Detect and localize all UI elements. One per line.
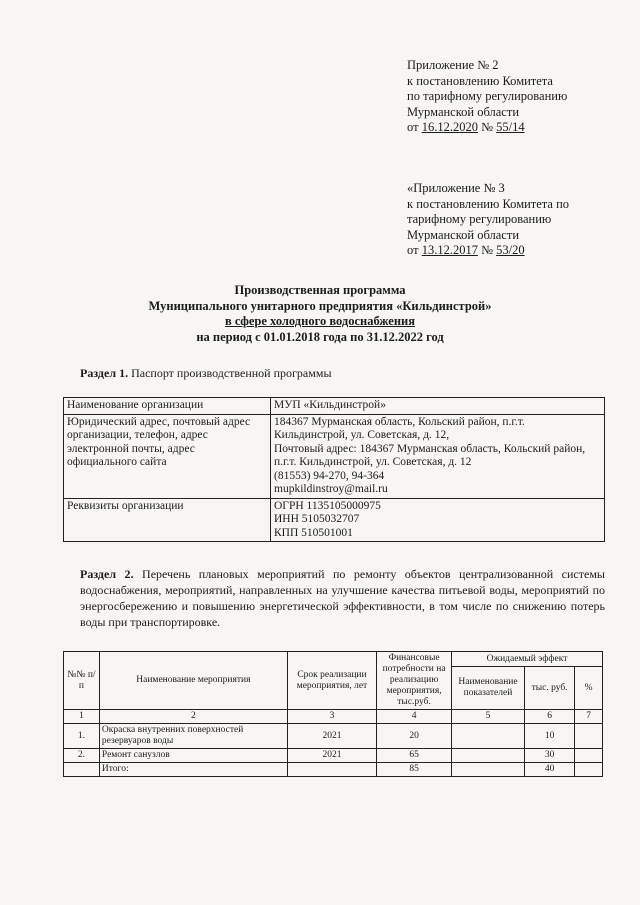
annex-title: «Приложение № 3	[407, 181, 505, 195]
annex-line: к постановлению Комитета по	[407, 196, 570, 211]
table-row	[64, 414, 605, 498]
document-title	[0, 283, 640, 345]
header-thousand: тыс. руб.	[524, 667, 574, 710]
table-row: Итого: 85 40	[64, 763, 603, 777]
annex-date: 13.12.2017	[421, 243, 478, 257]
annex-line: по тарифному регулированию	[407, 89, 568, 103]
table-row: 1. Окраска внутренних поверхностей резервуаров воды 2021 20 10	[64, 724, 603, 749]
passport-field-name: Реквизиты организации	[64, 498, 271, 542]
passport-field-name: Наименование организации	[64, 398, 271, 415]
column-number-row: 1 2 3 4 5 6 7	[64, 710, 603, 724]
passport-field-value: ОГРН 1135105000975 ИНН 5105032707 КПП 510501001	[271, 498, 605, 542]
annex-date-line: от 13.12.2017 № 53/20	[407, 243, 525, 257]
annex-original-header	[407, 181, 569, 259]
header-effect: Ожидаемый эффект	[452, 652, 603, 667]
title-line: на период с 01.01.2018 года по 31.12.2022 год	[196, 329, 444, 344]
passport-table	[63, 397, 605, 542]
header-percent: %	[575, 667, 603, 710]
annex-line: тарифному регулированию	[407, 212, 552, 226]
annex-title: Приложение № 2	[407, 58, 499, 72]
passport-field-name: Юридический адрес, почтовый адрес организации, телефон, адрес электронной почты, адрес официального сайта	[64, 414, 271, 498]
annex-line: Мурманской области	[407, 227, 520, 242]
table-header-row	[64, 652, 603, 667]
annex-date: 16.12.2020	[421, 120, 478, 134]
table-row: 2. Ремонт санузлов 2021 65 30	[64, 749, 603, 763]
annex-current-header	[407, 58, 567, 136]
section1-heading: Раздел 1. Паспорт производственной программы	[80, 366, 332, 380]
header-term: Срок реализации мероприятия, лет	[287, 652, 376, 710]
table-row	[64, 398, 605, 415]
title-line: в сфере холодного водоснабжения	[224, 314, 416, 328]
events-table	[63, 651, 603, 777]
header-finance: Финансовые потребности на реализацию мероприятия, тыс.руб.	[377, 652, 452, 710]
title-line: Производственная программа	[234, 283, 406, 297]
annex-date-line: от 16.12.2020 № 55/14	[407, 120, 525, 134]
annex-line: Мурманской области	[407, 104, 520, 119]
header-name: Наименование мероприятия	[99, 652, 287, 710]
title-line: Муниципального унитарного предприятия «Кильдинстрой»	[148, 298, 492, 313]
header-indicator: Наименование показателей	[452, 667, 525, 710]
annex-line: к постановлению Комитета	[407, 73, 553, 88]
passport-field-value: МУП «Кильдинстрой»	[271, 398, 605, 415]
section2-heading: Раздел 2. Перечень плановых мероприятий по ремонту объектов централизованной системы водоснабжения, мероприятий, направленных на улучшение качества питьевой воды, мероприятий по энергосбережению и повышению энергетической эффективности, в том числе по снижению потерь воды при транспортировке.	[80, 567, 605, 629]
annex-number: 53/20	[496, 243, 525, 257]
annex-number: 55/14	[496, 120, 525, 134]
table-row	[64, 498, 605, 542]
passport-field-value: 184367 Мурманская область, Кольский район, п.г.т. Кильдинстрой, ул. Советская, д. 12, Почтовый адрес: 184367 Мурманская область, Кольский район, п.г.т. Кильдинстрой, ул. Советская, д. 12 (81553) 94-270, 94-364 mupkildinstroy@mail.ru	[271, 414, 605, 498]
header-num: №№ п/п	[64, 652, 100, 710]
